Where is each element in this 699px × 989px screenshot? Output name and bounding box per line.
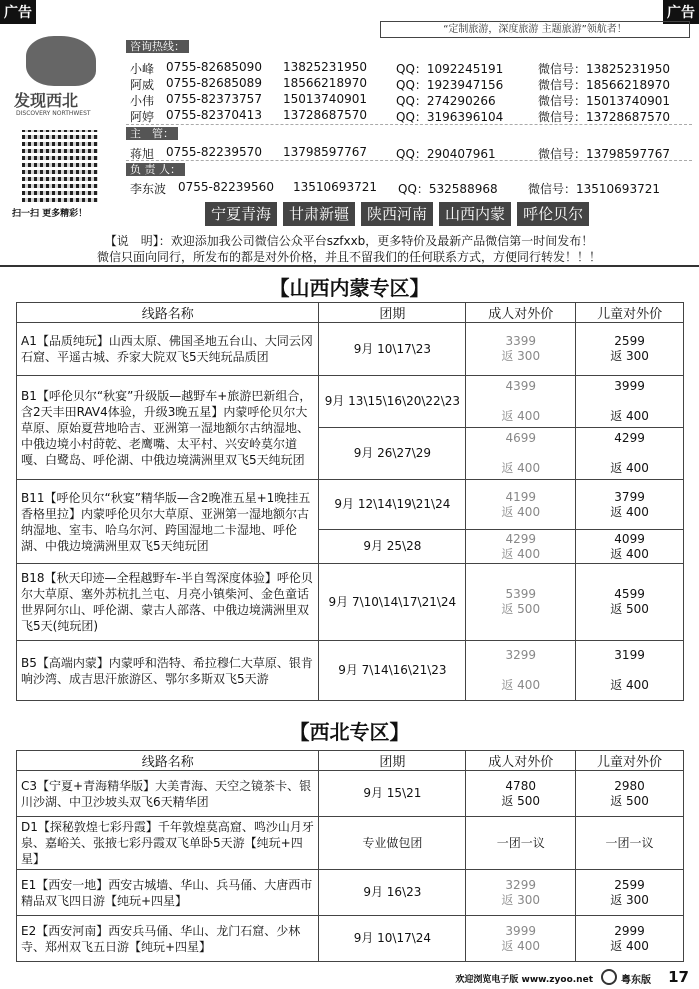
contact-row: 小峰 0755-82685090 13825231950 QQ：1092245191 微信号：13825231950 [130,60,670,76]
region-tag: 甘肃新疆 [283,202,355,226]
divider [126,160,692,161]
contact-row: 小伟 0755-82373757 15013740901 QQ：274290266 微信号：15013740901 [130,92,670,108]
ad-label-right: 广告 [663,0,699,24]
section-divider [0,265,699,267]
divider [126,124,692,125]
page-number: 17 [668,968,689,986]
table-row: B1【呼伦贝尔“秋宴”升级版—越野车+旅游巴新组合，含2天丰田RAV4体验，升级3晚五星】内蒙呼伦贝尔大草原、原始夏营地哈吉、亚洲第一湿地额尔古纳湿地、中俄边境小村莳乾、老鹰嘴、太平村、兴安岭莫尔道嘎、白鹭岛、呼伦湖、中俄边境满洲里双飞5天纯玩团 9月 13\15\16\20\22\23 4399 返 400 3999 返 400 [17,376,684,428]
manager-row: 蒋旭 0755-82239570 13798597767 QQ：290407961 微信号：13798597767 [130,145,670,161]
table-row: 9月 26\27\29 4699 返 400 4299 返 400 [17,428,684,480]
shanxi-table [16,302,684,701]
footer-site: 欢迎浏览电子版 www.zyoo.net [455,975,593,985]
table-row: A1【品质纯玩】山西太原、佛国圣地五台山、大同云冈石窟、平遥古城、乔家大院双飞5天纯玩品质团 9月 10\17\23 3399 返 300 2599 返 300 [17,323,684,376]
page-footer [0,965,699,989]
hotline-label: 咨询热线： [126,40,189,53]
scan-text: 扫一扫 更多精彩！ [12,209,88,219]
zone-title-shanxi: 【山西内蒙专区】 [269,276,430,300]
head-label: 负 责 人： [126,163,185,176]
table-row: E1【西安一地】西安古城墙、华山、兵马俑、大唐西市精品双飞四日游【纯玩+四星】 9月 16\23 3299 返 300 2599 返 300 [17,870,684,916]
ad-label-left: 广告 [0,0,36,24]
table-row: E2【西安河南】西安兵马俑、华山、龙门石窟、少林寺、郑州双飞五日游【纯玩+四星】 9月 10\17\24 3999 返 400 2999 返 400 [17,916,684,962]
edition-emblem-icon [601,969,617,985]
camel-logo-icon [26,36,96,86]
slogan: “定制旅游，深度旅游 主题旅游”领航者！ [380,21,690,38]
table-row: D1【探秘敦煌七彩丹霞】千年敦煌莫高窟、鸣沙山月牙泉、嘉峪关、张掖七彩丹霞双飞单卧5天游【纯玩+四星】 专业做包团 一团一议 一团一议 [17,817,684,870]
footer-edition: 粤东版 [621,975,651,986]
contact-row: 阿婷 0755-82370413 13728687570 QQ：3196396104 微信号：13728687570 [130,108,670,124]
qr-code-icon [22,130,98,202]
table-row: C3【宁夏+青海精华版】大美青海、天空之镜茶卡、银川沙湖、中卫沙坡头双飞6天精华团 9月 15\21 4780 返 500 2980 返 500 [17,771,684,817]
northwest-table [16,750,684,962]
table-header: 线路名称 团期 成人对外价 儿童对外价 [17,751,684,771]
manager-label: 主 管： [126,127,178,140]
brand-en: DISCOVERY NORTHWEST [16,110,91,117]
top-ad-bar [0,0,699,22]
region-tag: 陕西河南 [361,202,433,226]
note-line-2: 微信只面向同行，所发布的都是对外价格，并且不留我们的任何联系方式，方便同行转发！！！ [96,250,601,264]
company-logo [14,32,110,124]
region-tag: 呼伦贝尔 [517,202,589,226]
contact-row: 阿威 0755-82685089 18566218970 QQ：1923947156 微信号：18566218970 [130,76,670,92]
region-tag: 宁夏青海 [205,202,277,226]
note-line-1: 【说 明】：欢迎添加我公司微信公众平台szfxxb，更多特价及最新产品微信第一时间发布！ [104,234,594,248]
table-row: B18【秋天印迹—全程越野车-半自驾深度体验】呼伦贝尔大草原、塞外苏杭扎兰屯、月亮小镇柴河、金色童话世界阿尔山、呼伦湖、蒙古人部落、中俄边境满洲里双飞5天(纯玩团) 9月 7\10\14\17\21\24 5399 返 500 4599 返 500 [17,564,684,641]
table-row: 9月 25\28 4299 返 400 4099 返 400 [17,530,684,564]
table-row: B11【呼伦贝尔“秋宴”精华版—含2晚准五星+1晚挂五香格里拉】内蒙呼伦贝尔大草原、亚洲第一湿地额尔古纳湿地、室韦、哈乌尔河、跨国湿地二卡湿地、呼伦湖、中俄边境满洲里双飞5天纯玩团 9月 12\14\19\21\24 4199 返 400 3799 返 400 [17,480,684,530]
table-header: 线路名称 团期 成人对外价 儿童对外价 [17,303,684,323]
table-row: B5【高端内蒙】内蒙呼和浩特、希拉穆仁大草原、银肯响沙湾、成吉思汗旅游区、鄂尔多斯双飞5天游 9月 7\14\16\21\23 3299 返 400 3199 返 400 [17,641,684,701]
brand-name: 发现西北 [14,91,79,110]
head-row: 李东波 0755-82239560 13510693721 QQ：532588968 微信号：13510693721 [130,180,660,196]
region-tag: 山西内蒙 [439,202,511,226]
region-tags [205,202,589,226]
zone-title-northwest: 【西北专区】 [289,720,410,744]
